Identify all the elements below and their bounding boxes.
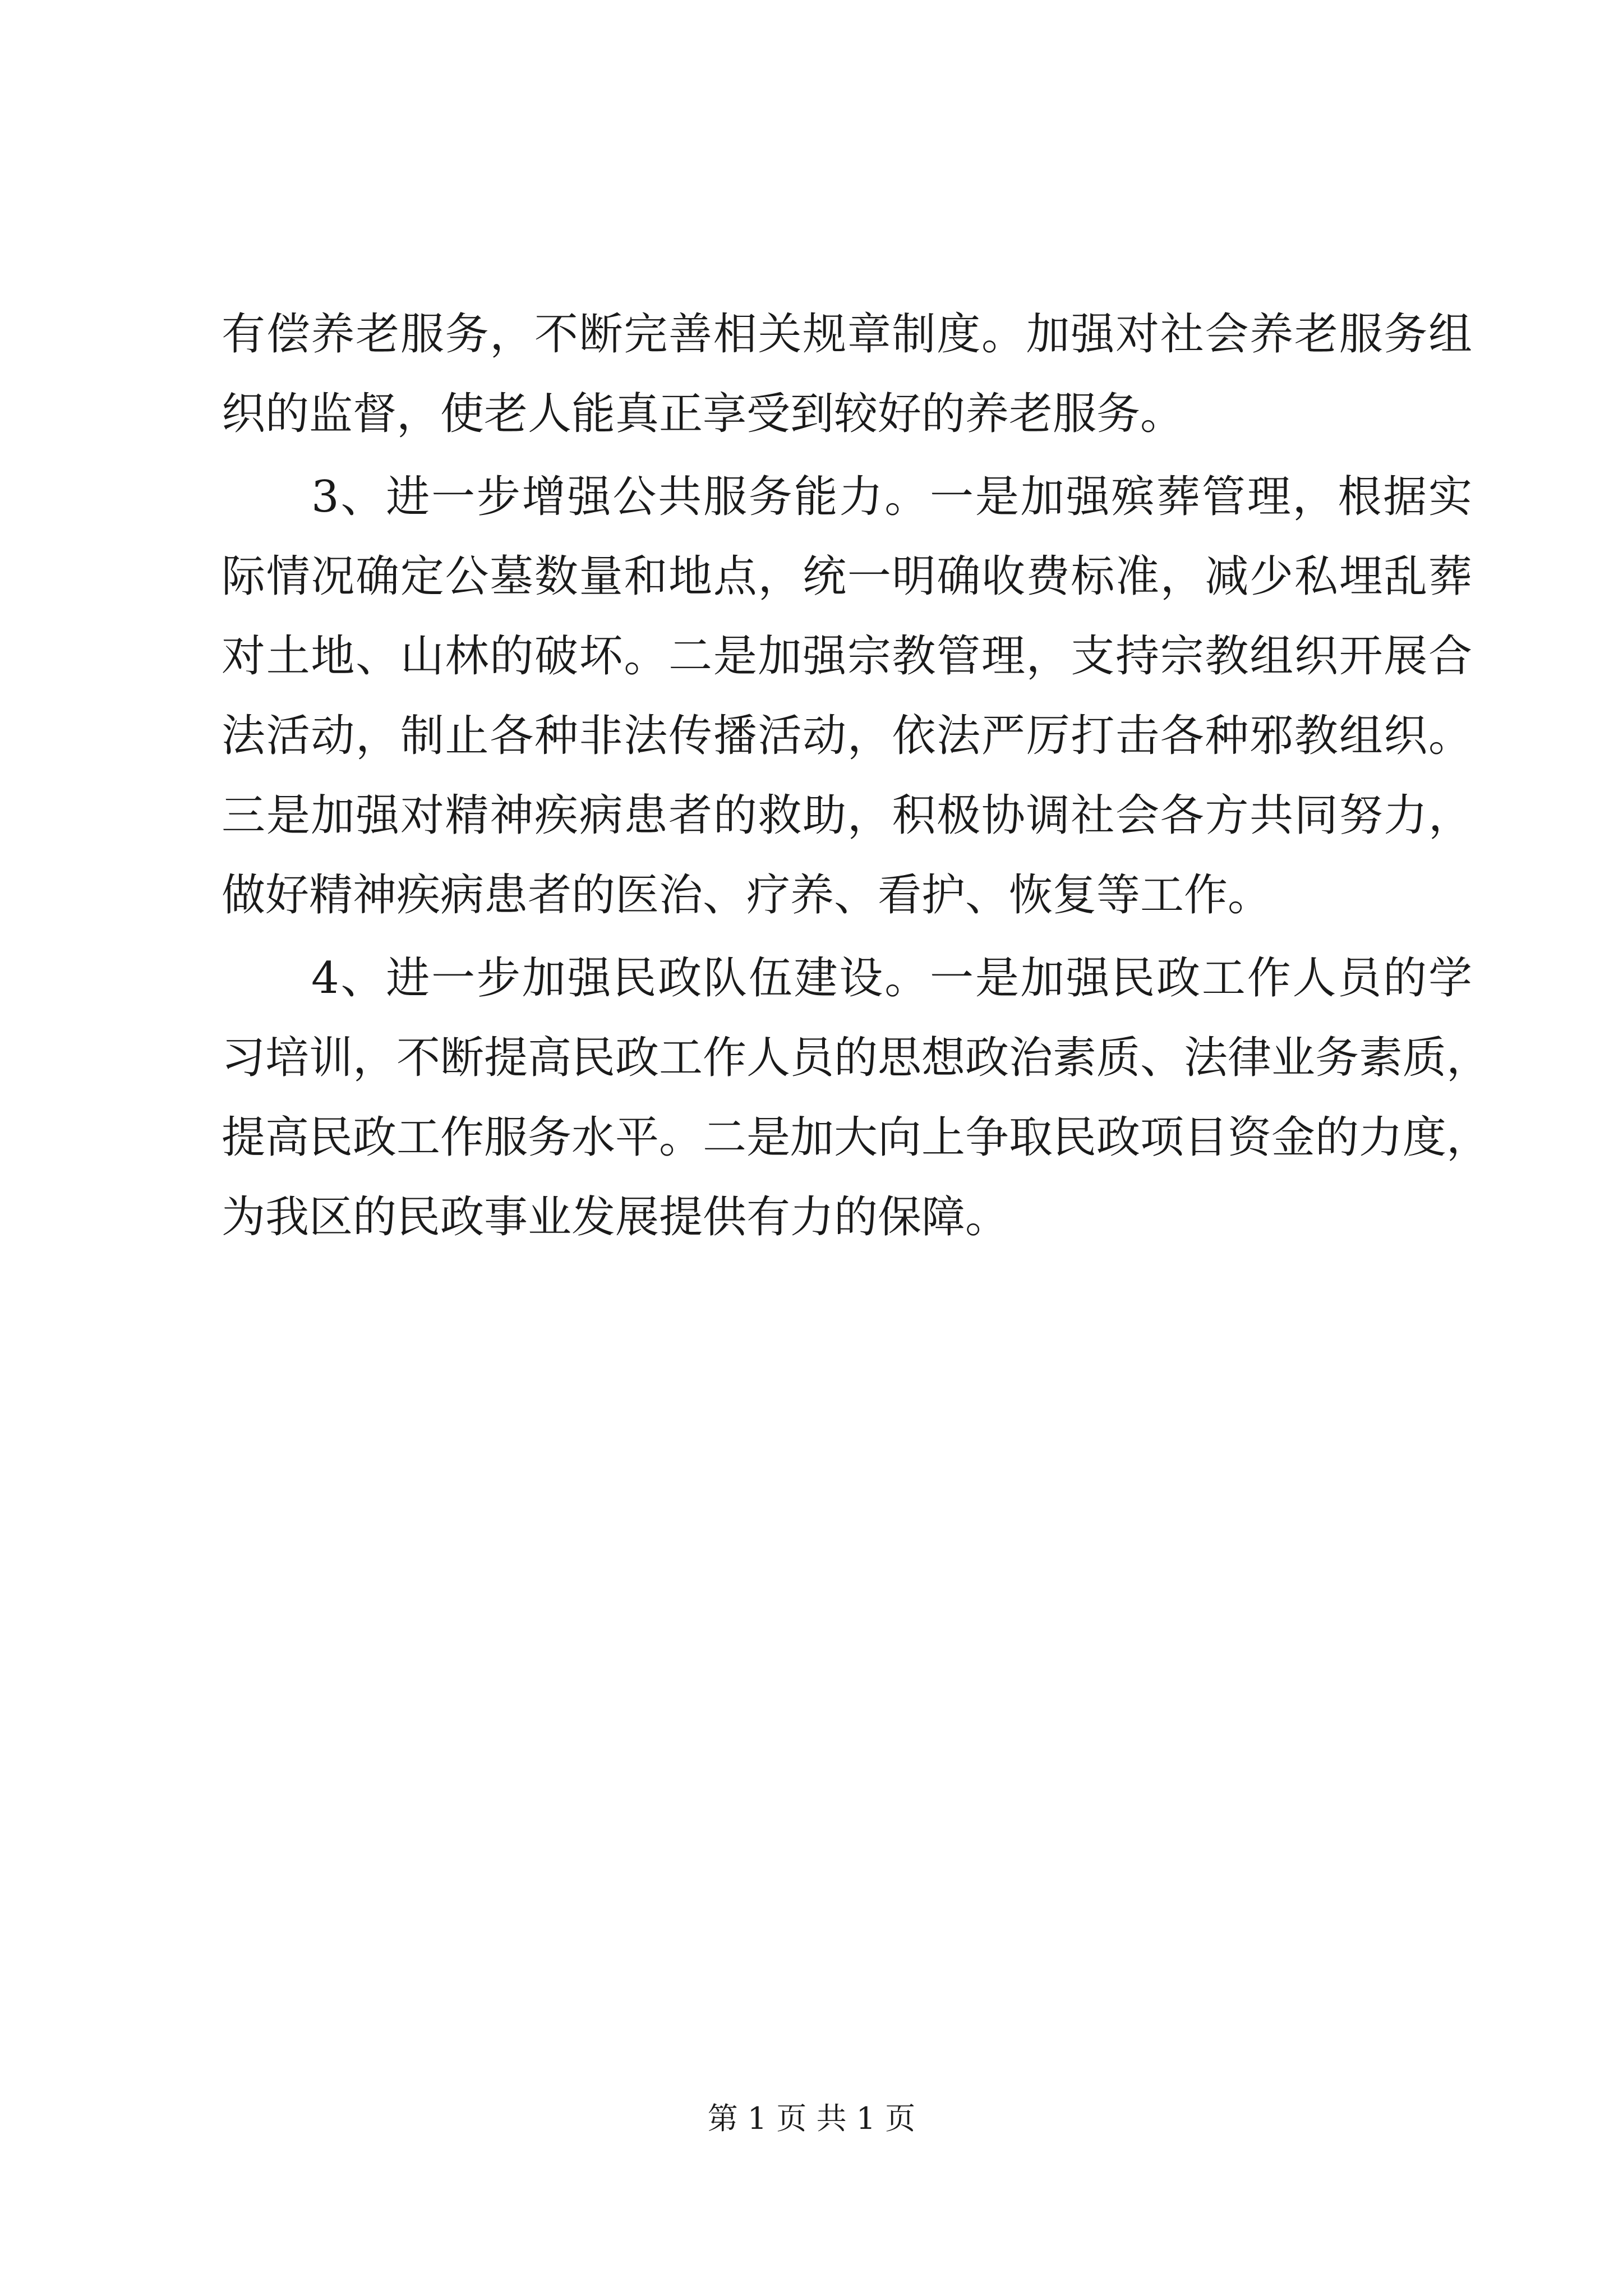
text-line: 织的监督，使老人能真正享受到较好的养老服务。: [222, 389, 1184, 439]
text-line: 习培训，不断提高民政工作人员的思想政治素质、法律业务素质，: [222, 1033, 1491, 1083]
text-line: 有偿养老服务，不断完善相关规章制度。加强对社会养老服务组: [222, 309, 1472, 360]
text-line: 法活动，制止各种非法传播活动，依法严厉打击各种邪教组织。: [222, 711, 1472, 761]
text-line: 为我区的民政事业发展提供有力的保障。: [222, 1192, 1009, 1243]
text-line: 3、进一步增强公共服务能力。一是加强殡葬管理，根据实: [311, 472, 1472, 522]
text-line: 三是加强对精神疾病患者的救助，积极协调社会各方共同努力，: [222, 790, 1472, 841]
paragraph-item-4: [222, 938, 1491, 1257]
text-line: 提高民政工作服务水平。二是加大向上争取民政项目资金的力度，: [222, 1112, 1491, 1163]
document-body: [222, 295, 1491, 1257]
paragraph-item-3: [222, 457, 1472, 935]
paragraph-continuation: [222, 295, 1472, 454]
text-line: 对土地、山林的破坏。二是加强宗教管理，支持宗教组织开展合: [222, 631, 1472, 682]
text-line: 做好精神疾病患者的医治、疗养、看护、恢复等工作。: [222, 870, 1272, 921]
text-line: 4、进一步加强民政队伍建设。一是加强民政工作人员的学: [311, 953, 1472, 1004]
page-footer: [0, 2099, 1623, 2138]
text-line: 际情况确定公墓数量和地点，统一明确收费标准，减少私埋乱葬: [222, 551, 1472, 602]
page-number-label: 第 1 页 共 1 页: [707, 2101, 916, 2136]
